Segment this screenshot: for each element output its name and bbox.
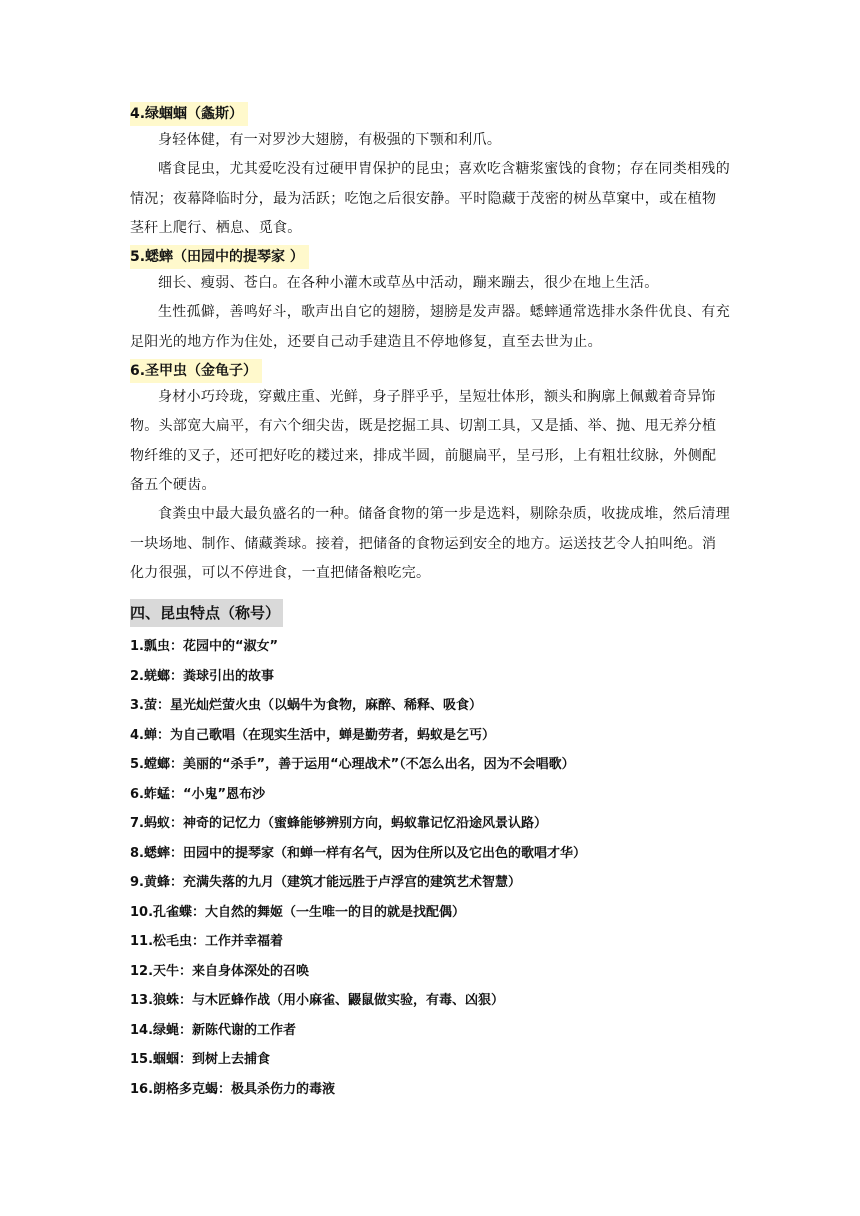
insect-heading: 4.绿蝈蝈（螽斯） <box>130 102 248 126</box>
list-item: 6.蚱蜢：“小鬼”恩布沙 <box>130 786 266 802</box>
list-item: 5.螳螂：美丽的“杀手”，善于运用“心理战术”（不怎么出名，因为不会唱歌） <box>130 757 575 773</box>
list-item: 2.蜣螂：粪球引出的故事 <box>130 668 274 684</box>
list-item: 7.蚂蚁：神奇的记忆力（蜜蜂能够辨别方向，蚂蚁靠记忆沿途风景认路） <box>130 816 547 832</box>
list-item: 8.蟋蟀：田园中的提琴家（和蝉一样有名气，因为住所以及它出色的歌唱才华） <box>130 845 586 861</box>
insect-block-katydid <box>130 100 730 243</box>
section-title: 四、昆虫特点（称号） <box>130 599 283 627</box>
insect-heading: 6.圣甲虫（金龟子） <box>130 359 262 383</box>
insect-paragraph: 嗜食昆虫，尤其爱吃没有过硬甲胄保护的昆虫；喜欢吃含糖浆蜜饯的食物；存在同类相残的情况；夜幕降临时分，最为活跃；吃饱之后很安静。平时隐藏于茂密的树丛草窠中，或在植物茎秆上爬行、栖息、觅食。 <box>130 161 730 236</box>
list-item: 15.蝈蝈：到树上去捕食 <box>130 1052 271 1068</box>
document-page <box>130 100 730 1104</box>
insect-paragraph: 细长、瘦弱、苍白。在各种小灌木或草丛中活动，蹦来蹦去，很少在地上生活。 <box>158 275 659 292</box>
insect-block-scarab <box>130 357 730 588</box>
insect-paragraph: 身材小巧玲珑，穿戴庄重、光鲜，身子胖乎乎，呈短壮体形，额头和胸廓上佩戴着奇异饰物。头部宽大扁平，有六个细尖齿，既是挖掘工具、切割工具，又是插、举、抛、甩无养分植物纤维的叉子，还可把好吃的耧过来，排成半圆，前腿扁平，呈弓形，上有粗壮纹脉，外侧配备五个硬齿。 <box>130 389 717 493</box>
list-item: 10.孔雀蝶：大自然的舞姬（一生唯一的目的就是找配偶） <box>130 904 466 920</box>
list-item: 12.天牛：来自身体深处的召唤 <box>130 963 310 979</box>
list-item: 16.朗格多克蝎：极具杀伤力的毒液 <box>130 1081 336 1097</box>
insect-paragraph: 生性孤僻，善鸣好斗，歌声出自它的翅膀，翅膀是发声器。蟋蟀通常选排水条件优良、有充足阳光的地方作为住处，还要自己动手建造且不停地修复，直至去世为止。 <box>130 304 730 350</box>
insect-block-cricket <box>130 243 730 357</box>
list-item: 14.绿蝇：新陈代谢的工作者 <box>130 1022 297 1038</box>
list-item: 9.黄蜂：充满失落的九月（建筑才能远胜于卢浮宫的建筑艺术智慧） <box>130 875 521 891</box>
list-item: 1.瓢虫：花园中的“淑女” <box>130 639 279 655</box>
list-item: 3.萤：星光灿烂萤火虫（以蜗牛为食物，麻醉、稀释、吸食） <box>130 698 482 714</box>
list-item: 11.松毛虫：工作并幸福着 <box>130 934 284 950</box>
list-item: 13.狼蛛：与木匠蜂作战（用小麻雀、鼹鼠做实验，有毒、凶狠） <box>130 993 505 1009</box>
insect-heading: 5.蟋蟀（田园中的提琴家 ） <box>130 245 309 269</box>
nickname-list <box>130 632 730 1104</box>
insect-paragraph: 身轻体健，有一对罗沙大翅膀，有极强的下颚和利爪。 <box>158 132 502 148</box>
insect-paragraph: 食粪虫中最大最负盛名的一种。储备食物的第一步是选料，剔除杂质，收拢成堆，然后清理一块场地、制作、储藏粪球。接着，把储备的食物运到安全的地方。运送技艺令人拍叫绝。消化力很强，可以不停进食，一直把储备粮吃完。 <box>130 506 730 581</box>
list-item: 4.蝉：为自己歌唱（在现实生活中，蝉是勤劳者，蚂蚁是乞丐） <box>130 727 495 743</box>
